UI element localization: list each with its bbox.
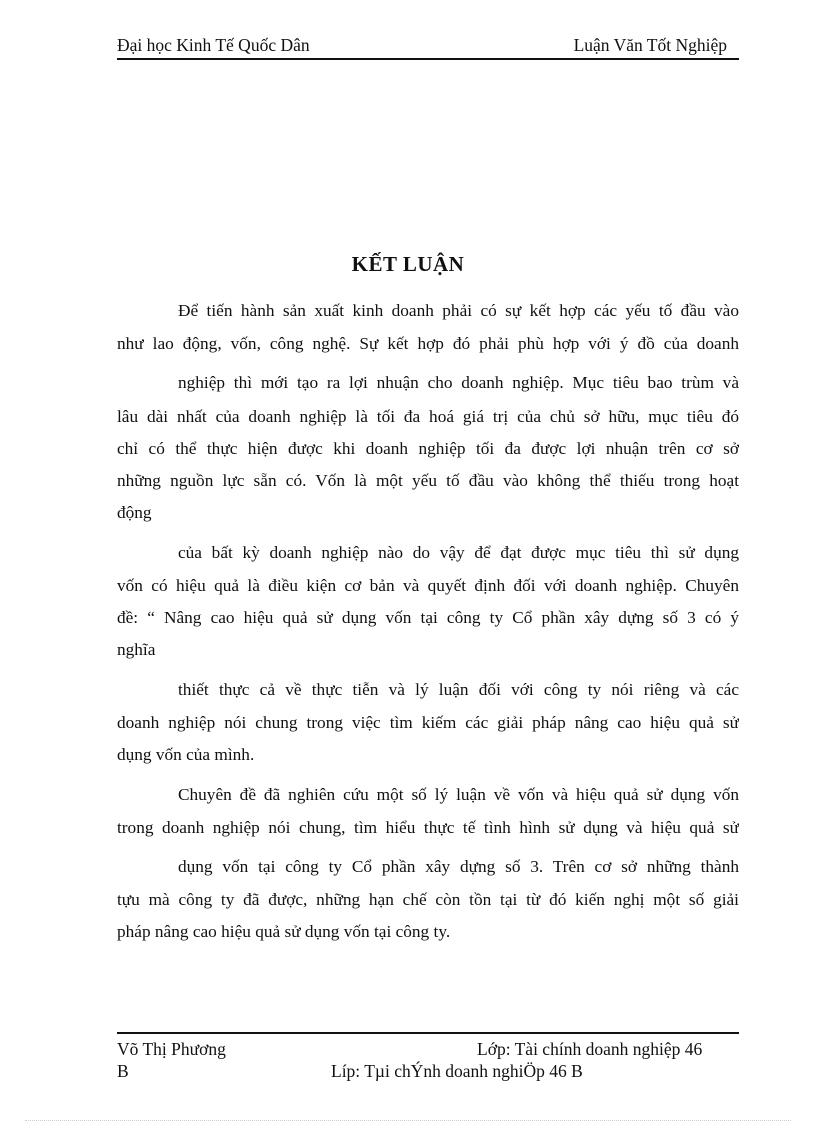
header-thesis-label: Luận Văn Tốt Nghiệp	[573, 35, 727, 55]
body-line: nghiệp thì mới tạo ra lợi nhuận cho doanh nghiệp. Mục tiêu bao trùm và	[178, 373, 739, 392]
body-line: Chuyên đề đã nghiên cứu một số lý luận về vốn và hiệu quả sử dụng vốn	[178, 785, 739, 804]
page-header	[117, 34, 739, 60]
body-line: doanh nghiệp nói chung trong việc tìm kiếm các giải pháp nâng cao hiệu quả sử	[117, 713, 739, 732]
footer-class-garbled: Líp: Tµi chÝnh doanh nghiÖp 46 B	[331, 1061, 583, 1081]
body-line: vốn có hiệu quả là điều kiện cơ bản và quyết định đối với doanh nghiệp. Chuyên	[117, 576, 739, 595]
section-title: KẾT LUẬN	[351, 252, 465, 276]
footer-class: Lớp: Tài chính doanh nghiệp 46	[477, 1039, 703, 1059]
body-line: trong doanh nghiệp nói chung, tìm hiểu thực tế tình hình sử dụng và hiệu quả sử	[117, 818, 739, 837]
body-line: như lao động, vốn, công nghệ. Sự kết hợp đó phải phù hợp với ý đồ của doanh	[117, 334, 739, 353]
body-line: dụng vốn tại công ty Cổ phần xây dựng số 3. Trên cơ sở những thành	[178, 857, 739, 876]
body-line: những nguồn lực sẵn có. Vốn là một yếu tố đầu vào không thể thiếu trong hoạt	[117, 471, 739, 490]
footer-author-suffix: B	[117, 1061, 129, 1081]
body-line: Để tiến hành sản xuất kinh doanh phải có sự kết hợp các yếu tố đầu vào	[178, 301, 739, 320]
page-bottom-dotted-line	[25, 1120, 791, 1121]
body-line: thiết thực cả về thực tiễn và lý luận đối với công ty nói riêng và các	[178, 680, 739, 699]
header-university: Đại học Kinh Tế Quốc Dân	[117, 35, 310, 55]
body-line: của bất kỳ doanh nghiệp nào do vậy để đạt được mục tiêu thì sử dụng	[178, 543, 739, 562]
footer-divider	[117, 1032, 739, 1034]
footer-author: Võ Thị Phương	[117, 1039, 226, 1059]
body-line: đề: “ Nâng cao hiệu quả sử dụng vốn tại công ty Cổ phần xây dựng số 3 có ý	[117, 608, 739, 627]
body-line: pháp nâng cao hiệu quả sử dụng vốn tại công ty.	[117, 922, 451, 941]
body-line: chỉ có thể thực hiện được khi doanh nghiệp tối đa được lợi nhuận trên cơ sở	[117, 439, 739, 458]
body-line: lâu dài nhất của doanh nghiệp là tối đa hoá giá trị của chủ sở hữu, mục tiêu đó	[117, 407, 739, 426]
body-line: động	[117, 503, 152, 522]
body-line: nghĩa	[117, 640, 156, 659]
body-line: tựu mà công ty đã được, những hạn chế còn tồn tại từ đó kiến nghị một số giải	[117, 890, 739, 909]
body-line: dụng vốn của mình.	[117, 745, 255, 764]
